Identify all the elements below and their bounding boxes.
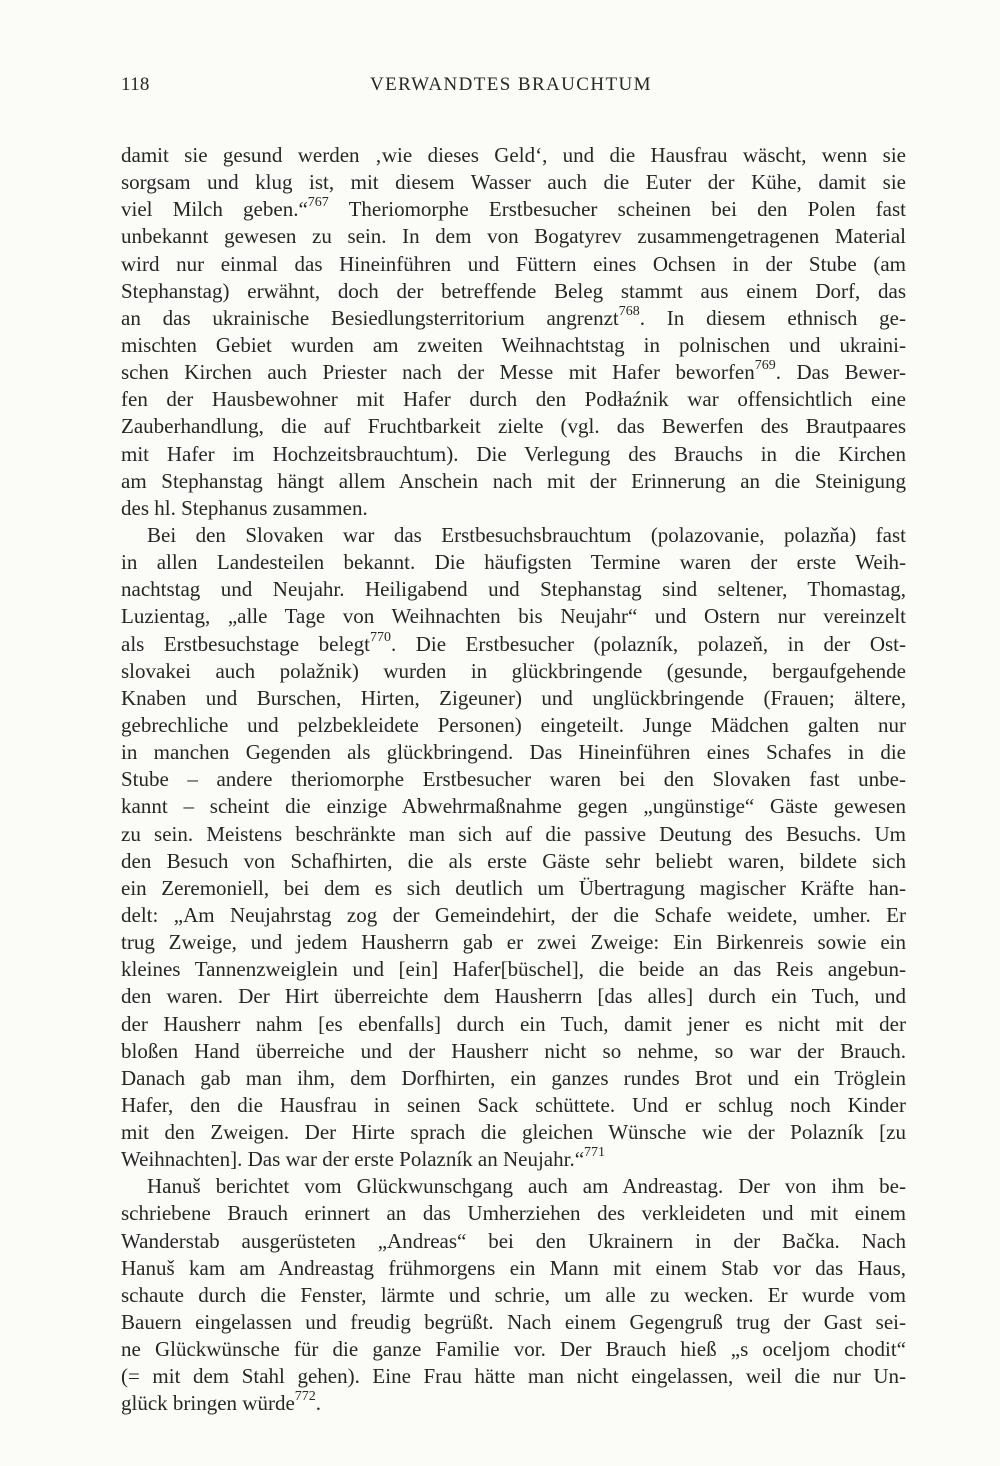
text-line-content: schen Kirchen auch Priester nach der Messe mit Hafer beworfen [121, 360, 755, 385]
text-line [121, 1282, 906, 1309]
text-line [121, 441, 906, 468]
text-line-content: mischten Gebiet wurden am zweiten Weihnachtstag in polnischen und ukraini- [121, 332, 906, 357]
text-line-content: gebrechliche und pelzbekleidete Personen) eingeteilt. Junge Mädchen galten nur [121, 712, 906, 737]
text-line-content: den Besuch von Schafhirten, die als erste Gäste sehr beliebt waren, bildete sich [121, 848, 906, 873]
text-line-content: in allen Landesteilen bekannt. Die häufigsten Termine waren der erste Weih- [121, 550, 906, 575]
text-line [121, 1119, 906, 1146]
text-line [121, 278, 906, 305]
text-line-content: Bauern eingelassen und freudig begrüßt. Nach einem Gegengruß trug der Gast sei- [121, 1310, 906, 1335]
footnote-reference: 767 [307, 195, 329, 211]
text-line [121, 1200, 906, 1227]
footnote-reference: 772 [294, 1389, 316, 1405]
text-line [121, 1255, 906, 1282]
footnote-reference: 768 [618, 303, 640, 319]
text-line-content: zu sein. Meistens beschränkte man sich auf die passive Deutung des Besuchs. Um [121, 821, 906, 846]
text-line [121, 386, 906, 413]
text-line-content: bloßen Hand überreiche und der Hausherr nicht so nehme, so war der Brauch. [121, 1038, 906, 1063]
text-line [121, 1038, 906, 1065]
text-line [121, 1363, 906, 1390]
text-line-content: den waren. Der Hirt überreichte dem Hausherrn [das alles] durch ein Tuch, und [121, 984, 906, 1009]
text-line [121, 576, 906, 603]
text-line [121, 196, 906, 223]
text-line-content: mit den Zweigen. Der Hirte sprach die gleichen Wünsche wie der Polazník [zu [121, 1120, 906, 1145]
text-line-content: Weihnachten]. Das war der erste Polazník an Neujahr.“ [121, 1147, 585, 1172]
text-line-content: delt: „Am Neujahrstag zog der Gemeindehirt, der die Schafe weidete, umher. Er [121, 902, 906, 927]
text-line-content: Luzientag, „alle Tage von Weihnachten bis Neujahr“ und Ostern nur vereinzelt [121, 604, 906, 629]
text-line-content: an das ukrainische Besiedlungsterritorium angrenzt [121, 305, 619, 330]
text-line-content: Zauberhandlung, die auf Fruchtbarkeit zielte (vgl. das Bewerfen des Brautpaares [121, 414, 906, 439]
text-line [121, 875, 906, 902]
text-line-content: damit sie gesund werden ‚wie dieses Geld‘, und die Hausfrau wäscht, wenn sie [121, 143, 906, 167]
text-line-content: Hanuš berichtet vom Glückwunschgang auch am Andreastag. Der von ihm be- [147, 1174, 906, 1199]
text-line-content: Knaben und Burschen, Hirten, Zigeuner) und unglückbringende (Frauen; ältere, [121, 685, 906, 710]
text-line-content: als Erstbesuchstage belegt [121, 631, 370, 656]
text-line-continuation: Theriomorphe Erstbesucher scheinen bei den Polen fast [328, 197, 906, 222]
text-line-content: (= mit dem Stahl gehen). Eine Frau hätte man nicht eingelassen, weil die nur Un- [121, 1364, 906, 1389]
text-line [121, 1390, 906, 1417]
text-line-content: schriebene Brauch erinnert an das Umherziehen des verkleideten und mit einem [121, 1201, 906, 1226]
text-line-content: Bei den Slovaken war das Erstbesuchsbrauchtum (polazovanie, polazňa) fast [147, 522, 906, 547]
text-line [121, 1228, 906, 1255]
text-line [121, 1146, 906, 1173]
text-line [121, 549, 906, 576]
text-line-content: schaute durch die Fenster, lärmte und schrie, um alle zu wecken. Er wurde vom [121, 1282, 906, 1307]
text-line [121, 1065, 906, 1092]
footnote-reference: 769 [754, 358, 776, 374]
text-line [121, 739, 906, 766]
page-number: 118 [121, 74, 150, 95]
text-line [121, 956, 906, 983]
text-line-content: wird nur einmal das Hineinführen und Füttern eines Ochsen in der Stube (am [121, 251, 906, 276]
text-line [121, 142, 906, 169]
text-line [121, 929, 906, 956]
text-line-content: Wanderstab ausgerüsteten „Andreas“ bei den Ukrainern in der Bačka. Nach [121, 1228, 906, 1253]
text-line [121, 766, 906, 793]
text-line [121, 1173, 906, 1200]
text-line-content: nachtstag und Neujahr. Heiligabend und Stephanstag sind seltener, Thomastag, [121, 577, 906, 602]
text-line [121, 468, 906, 495]
text-line-content: in manchen Gegenden als glückbringend. Das Hineinführen eines Schafes in die [121, 740, 906, 765]
text-line [121, 413, 906, 440]
text-line-content: mit Hafer im Hochzeitsbrauchtum). Die Verlegung des Brauchs in die Kirchen [121, 441, 906, 466]
text-line-content: am Stephanstag hängt allem Anschein nach mit der Erinnerung an die Steinigung [121, 468, 906, 493]
text-line [121, 359, 906, 386]
text-line-content: des hl. Stephanus zusammen. [121, 495, 368, 520]
text-line-content: slovakei auch polažnik) wurden in glückbringende (gesunde, bergaufgehende [121, 658, 906, 683]
text-line [121, 522, 906, 549]
text-line [121, 658, 906, 685]
running-head: VERWANDTES BRAUCHTUM [370, 74, 652, 95]
text-line [121, 305, 906, 332]
text-line [121, 1011, 906, 1038]
text-line-continuation: . Die Erstbesucher (polazník, polazeň, in der Ost- [390, 631, 906, 656]
text-line [121, 848, 906, 875]
text-line-content: sorgsam und klug ist, mit diesem Wasser auch die Euter der Kühe, damit sie [121, 170, 906, 195]
text-line [121, 685, 906, 712]
text-line [121, 223, 906, 250]
text-line-content: kleines Tannenzweiglein und [ein] Hafer[büschel], die beide an das Reis angebun- [121, 957, 906, 982]
text-line-content: glück bringen würde [121, 1391, 295, 1416]
text-line-content: der Hausherr nahm [es ebenfalls] durch ein Tuch, damit jener es nicht mit der [121, 1011, 906, 1036]
text-line [121, 793, 906, 820]
text-line [121, 251, 906, 278]
text-line [121, 821, 906, 848]
text-line-continuation: . [315, 1391, 322, 1416]
footnote-reference: 770 [369, 629, 391, 645]
text-line [121, 902, 906, 929]
text-line-content: Hafer, den die Hausfrau in seinen Sack schüttete. Und er schlug noch Kinder [121, 1092, 906, 1117]
text-line-content: viel Milch geben.“ [121, 197, 308, 222]
text-line [121, 631, 906, 658]
text-line [121, 983, 906, 1010]
text-line-content: Hanuš kam am Andreastag frühmorgens ein Mann mit einem Stab vor das Haus, [121, 1255, 906, 1280]
text-line-content: unbekannt gewesen zu sein. In dem von Bogatyrev zusammengetragenen Material [121, 224, 906, 249]
text-line-content: Stube – andere theriomorphe Erstbesucher waren bei den Slovaken fast unbe- [121, 767, 906, 792]
text-line [121, 1092, 906, 1119]
text-line-content: trug Zweige, und jedem Hausherrn gab er zwei Zweige: Ein Birkenreis sowie ein [121, 930, 906, 955]
text-line-content: Stephanstag) erwähnt, doch der betreffende Beleg stammt aus einem Dorf, das [121, 278, 906, 303]
text-line [121, 1309, 906, 1336]
text-line [121, 712, 906, 739]
text-line-content: fen der Hausbewohner mit Hafer durch den Podłaźnik war offensichtlich eine [121, 387, 906, 412]
text-line-content: ein Zeremoniell, bei dem es sich deutlich um Übertragung magischer Kräfte han- [121, 875, 906, 900]
text-line [121, 495, 906, 522]
text-line-content: ne Glückwünsche für die ganze Familie vor. Der Brauch hieß „s oceljom chodit“ [121, 1337, 906, 1362]
text-line-content: kannt – scheint die einzige Abwehrmaßnahme gegen „ungünstige“ Gäste gewesen [121, 794, 906, 819]
body-text [121, 142, 906, 1418]
text-line [121, 1336, 906, 1363]
text-line-content: Danach gab man ihm, dem Dorfhirten, ein ganzes rundes Brot und ein Tröglein [121, 1065, 906, 1090]
text-line [121, 332, 906, 359]
text-line [121, 603, 906, 630]
text-line-continuation: . In diesem ethnisch ge- [639, 305, 906, 330]
footnote-reference: 771 [584, 1145, 606, 1161]
text-line-continuation: . Das Bewer- [775, 360, 906, 385]
text-line [121, 169, 906, 196]
